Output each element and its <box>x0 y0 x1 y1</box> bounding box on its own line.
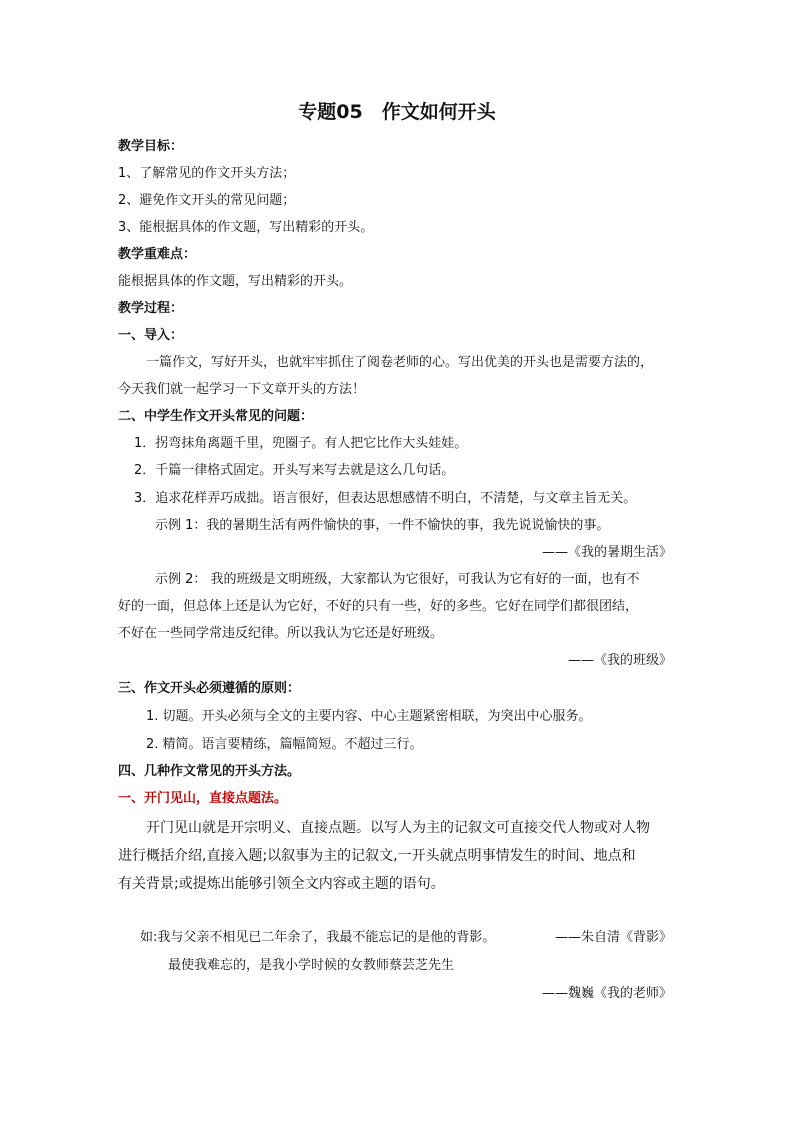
method-heading: 一、开门见山，直接点题法。 <box>118 791 288 806</box>
key-points-heading: 教学重难点： <box>118 247 197 262</box>
objective-item: 2、避免作文开头的常见问题； <box>118 193 296 208</box>
intro-heading: 一、导入： <box>118 328 184 343</box>
example-text: 不好在一些同学常违反纪律。所以我认为它还是好班级。 <box>118 626 444 641</box>
principle-item: 2. 精简。语言要精练，篇幅简短。不超过三行。 <box>146 737 423 752</box>
principles-heading: 三、作文开头必须遵循的原则： <box>118 681 301 696</box>
example-source: ——《我的暑期生活》 <box>541 545 672 560</box>
method-text: 开门见山就是开宗明义、直接点题。以写人为主的记叙文可直接交代人物或对人物 <box>146 820 650 836</box>
method-text: 有关背景;或提炼出能够引领全文内容或主题的语句。 <box>118 876 445 892</box>
quote-source: ——魏巍《我的老师》 <box>541 986 672 1001</box>
quote-source: ——朱自清《背影》 <box>554 930 672 945</box>
example-text: 示例 2： 我的班级是文明班级，大家都认为它很好，可我认为它有好的一面，也有不 <box>155 572 640 587</box>
process-heading: 教学过程： <box>118 301 184 316</box>
problems-heading: 二、中学生作文开头常见的问题： <box>118 409 314 424</box>
example-text: 好的一面，但总体上还是认为它好，不好的只有一些，好的多些。它好在同学们都很团结， <box>118 599 639 614</box>
objectives-heading: 教学目标： <box>118 139 184 154</box>
page-title: 专题05 作文如何开头 <box>298 101 496 123</box>
objective-item: 1、了解常见的作文开头方法； <box>118 166 296 181</box>
key-points-text: 能根据具体的作文题，写出精彩的开头。 <box>118 274 353 289</box>
intro-text: 今天我们就一起学习一下文章开头的方法！ <box>118 382 366 397</box>
quote-text: 如:我与父亲不相见已二年余了，我最不能忘记的是他的背影。 <box>140 930 496 945</box>
intro-text: 一篇作文，写好开头，也就牢牢抓住了阅卷老师的心。写出优美的开头也是需要方法的， <box>146 355 654 370</box>
quote-text: 最使我难忘的，是我小学时候的女教师蔡芸芝先生 <box>168 958 455 973</box>
objective-item: 3、能根据具体的作文题，写出精彩的开头。 <box>118 220 374 235</box>
example-source: ——《我的班级》 <box>567 653 672 668</box>
methods-heading: 四、几种作文常见的开头方法。 <box>118 764 301 779</box>
problem-item: 3．追求花样弄巧成拙。语言很好，但表达思想感情不明白，不清楚，与文章主旨无关。 <box>134 491 637 506</box>
problem-item: 1．拐弯抹角离题千里，兜圈子。有人把它比作大头娃娃。 <box>134 436 468 451</box>
example-text: 示例 1：我的暑期生活有两件愉快的事，一件不愉快的事，我先说说愉快的事。 <box>155 518 610 533</box>
method-text: 进行概括介绍,直接入题;以叙事为主的记叙文,一开头就点明事情发生的时间、地点和 <box>118 848 636 864</box>
problem-item: 2．千篇一律格式固定。开头写来写去就是这么几句话。 <box>134 463 455 478</box>
principle-item: 1. 切题。开头必须与全文的主要内容、中心主题紧密相联，为突出中心服务。 <box>146 709 592 724</box>
